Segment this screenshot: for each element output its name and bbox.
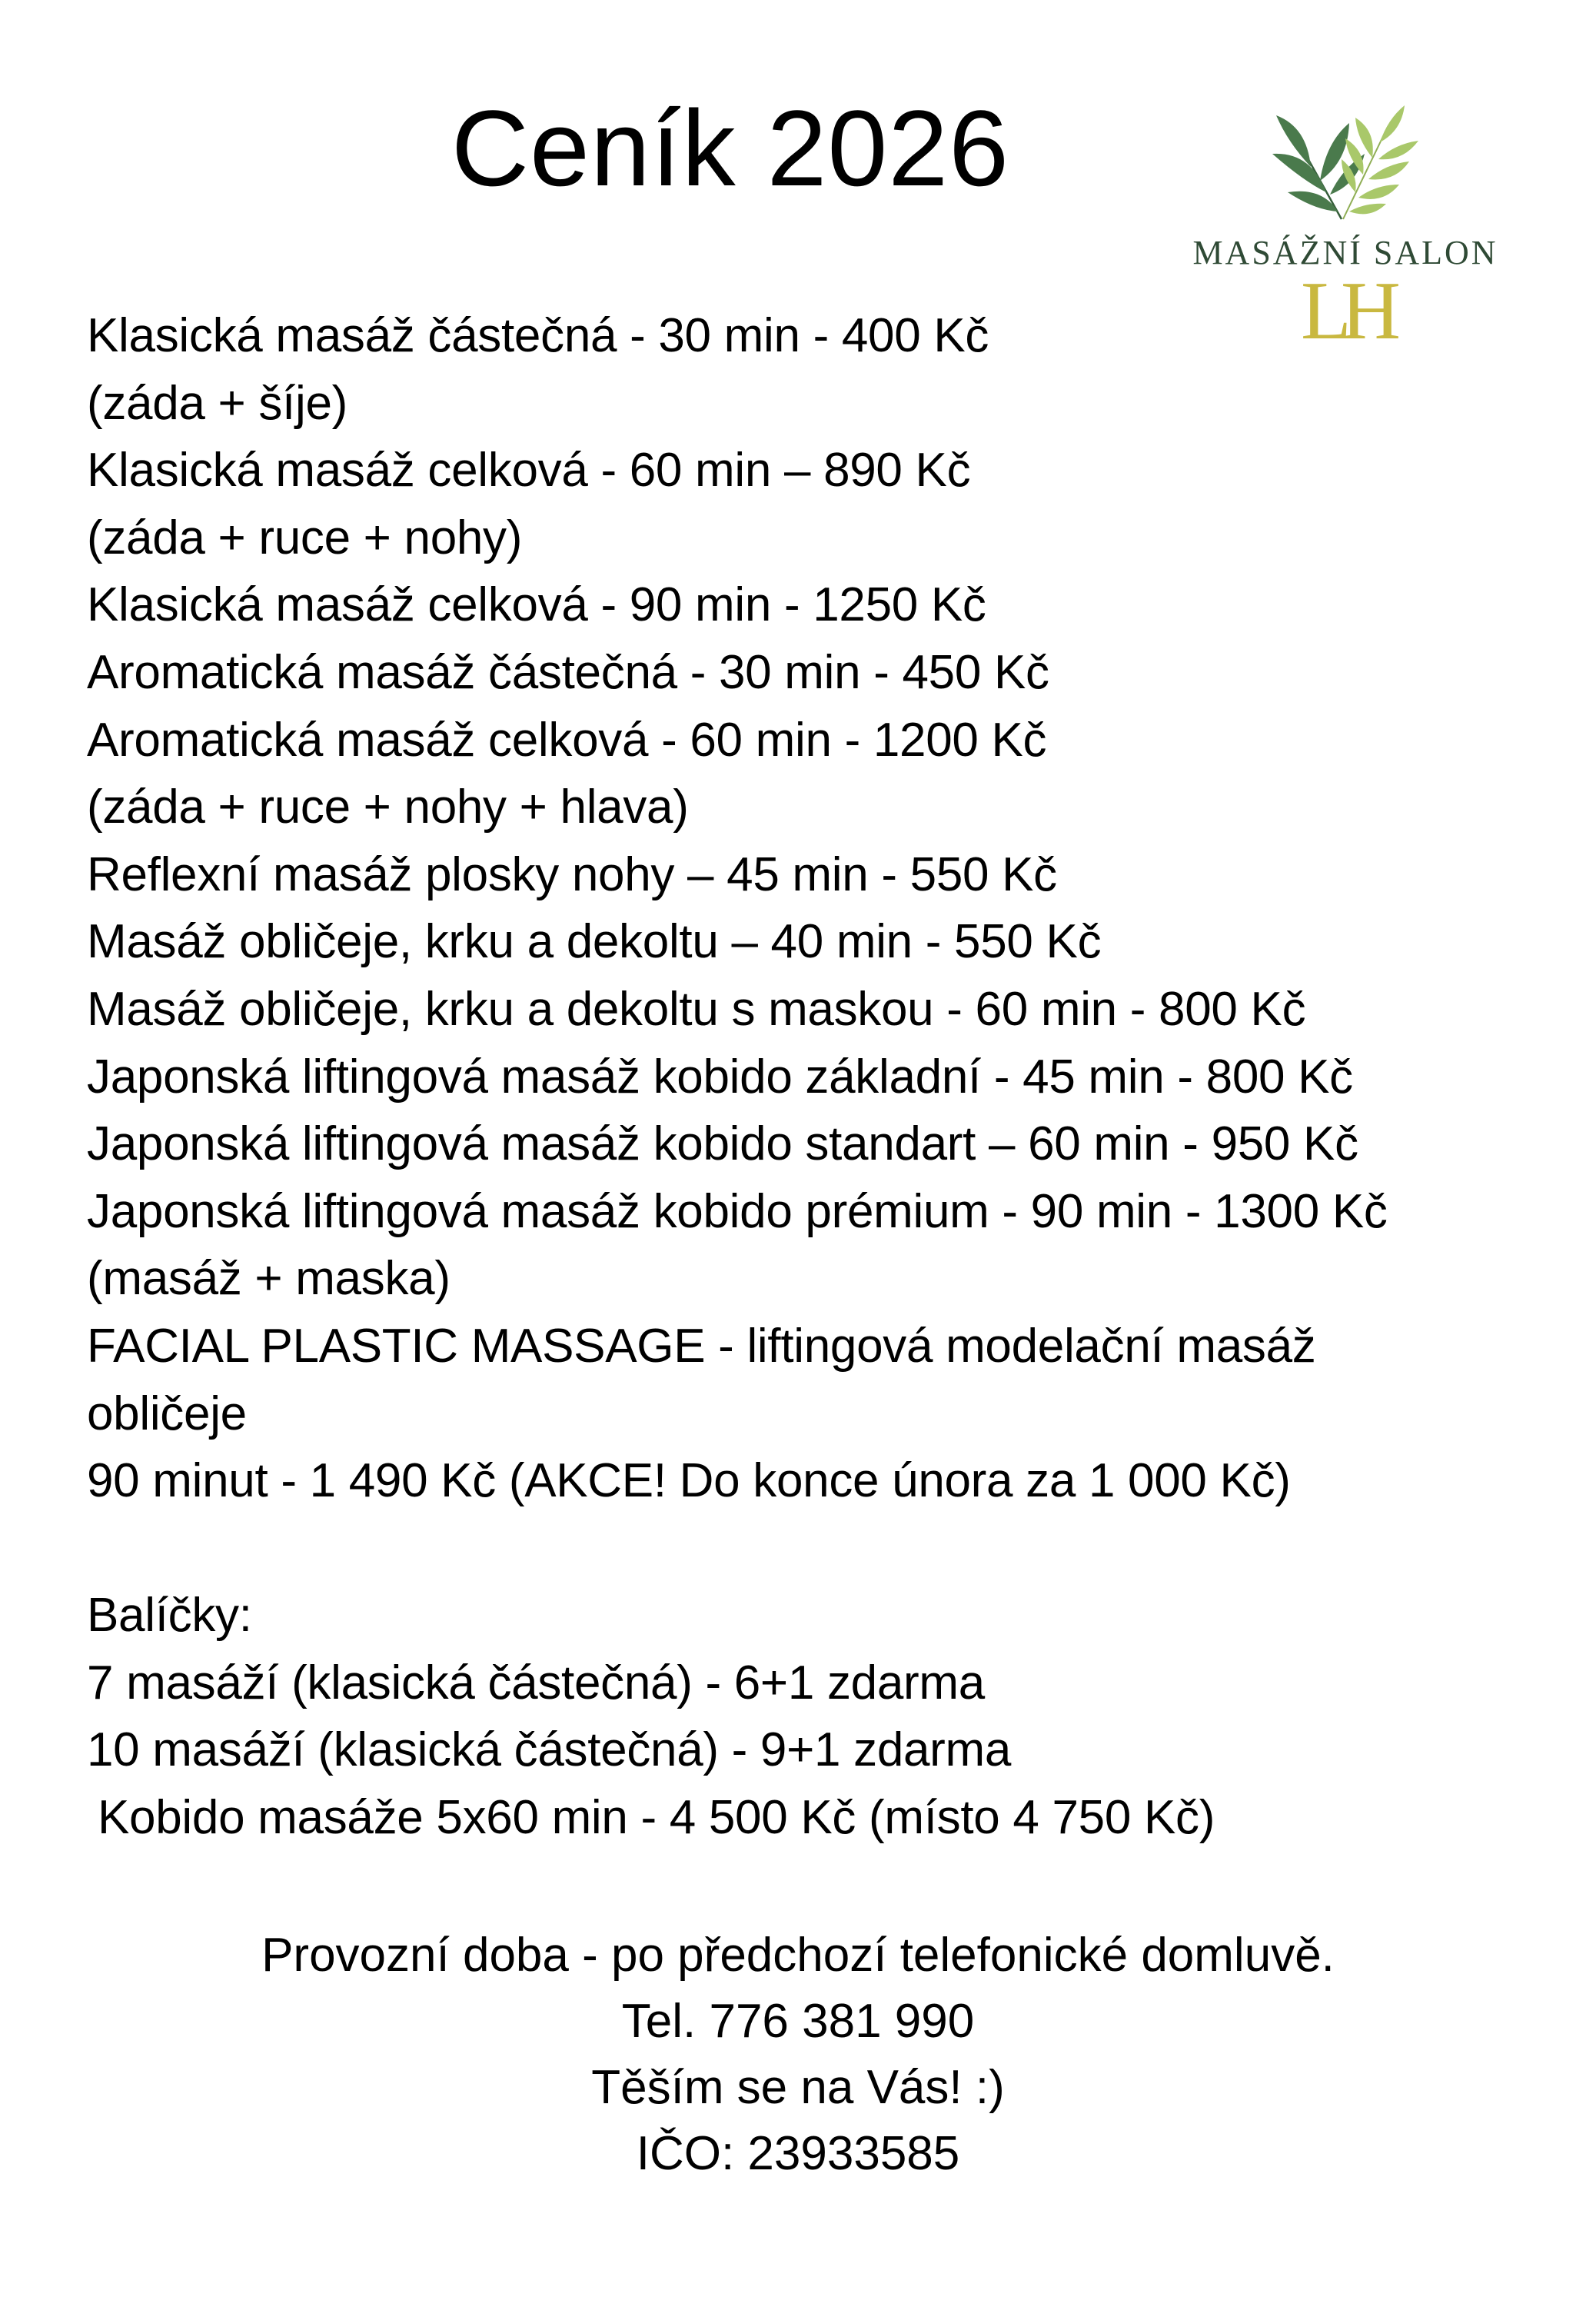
service-item: Aromatická masáž celková - 60 min - 1200 Kč [87, 713, 1047, 767]
package-item: 10 masáží (klasická částečná) - 9+1 zdarma [87, 1723, 1012, 1777]
greeting: Těším se na Vás! :) [591, 2061, 1005, 2114]
package-item: 7 masáží (klasická částečná) - 6+1 zdarma [87, 1656, 985, 1709]
spacer [87, 1515, 1548, 1583]
service-item: Klasická masáž celková - 90 min - 1250 Kč [87, 578, 986, 632]
service-note: (záda + ruce + nohy + hlava) [87, 781, 689, 834]
service-item: Masáž obličeje, krku a dekoltu s maskou - 60 min - 800 Kč [87, 982, 1306, 1036]
packages-heading: Balíčky: [87, 1589, 252, 1643]
service-item: Japonská liftingová masáž kobido prémium - 90 min - 1300 Kč [87, 1184, 1388, 1238]
brand-monogram: LH [1301, 265, 1390, 357]
service-item: Reflexní masáž plosky nohy – 45 min - 550 Kč [87, 847, 1057, 901]
service-item: Japonská liftingová masáž kobido základní - 45 min - 800 Kč [87, 1050, 1353, 1104]
service-item: FACIAL PLASTIC MASSAGE - liftingová modelační masáž [87, 1319, 1316, 1373]
service-item: Masáž obličeje, krku a dekoltu – 40 min - 550 Kč [87, 915, 1102, 969]
service-item: Klasická masáž částečná - 30 min - 400 Kč [87, 309, 989, 362]
service-note: (záda + ruce + nohy) [87, 511, 523, 564]
service-item: Aromatická masáž částečná - 30 min - 450 Kč [87, 645, 1049, 699]
service-price-promo: 90 minut - 1 490 Kč (AKCE! Do konce února za 1 000 Kč) [87, 1454, 1291, 1508]
brand-name: MASÁŽNÍ SALON [1192, 234, 1498, 271]
package-item: Kobido masáže 5x60 min - 4 500 Kč (místo 4 750 Kč) [98, 1791, 1215, 1845]
phone-number: Tel. 776 381 990 [621, 1995, 975, 2048]
service-item: Japonská liftingová masáž kobido standart – 60 min - 950 Kč [87, 1117, 1358, 1171]
page-title: Ceník 2026 [451, 88, 1010, 208]
company-id: IČO: 23933585 [636, 2127, 960, 2180]
service-note: (záda + šíje) [87, 376, 347, 430]
contact-footer [0, 1922, 1596, 2187]
opening-hours: Provozní doba - po předchozí telefonické domluvě. [261, 1929, 1335, 1982]
service-item-continued: obličeje [87, 1387, 247, 1440]
price-list [87, 302, 1548, 1852]
service-item: Klasická masáž celková - 60 min – 890 Kč [87, 444, 971, 498]
service-note: (masáž + maska) [87, 1252, 451, 1306]
leaf-branch-icon [1272, 96, 1418, 227]
